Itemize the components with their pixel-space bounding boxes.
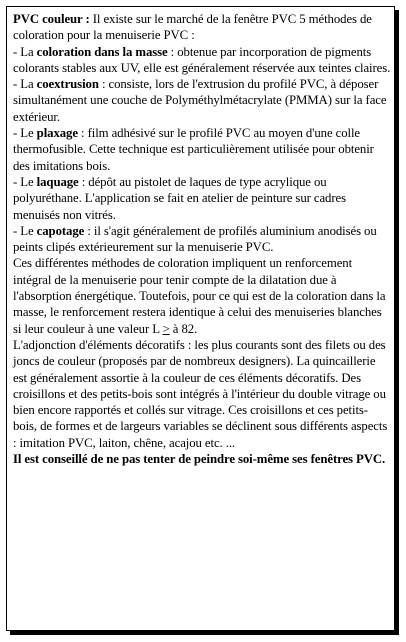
method-term: laquage xyxy=(36,174,79,189)
conclusion-paragraph xyxy=(13,451,391,467)
method-prefix: - La xyxy=(13,44,37,59)
method-description: : dépôt au pistolet de laques de type acrylique ou polyuréthane. L'application se fait en atelier de peinture sur cadres menuisés non vitrés. xyxy=(13,174,346,222)
method-description: : obtenue par incorporation de pigments colorants stables aux UV, elle est généralement réservée aux teintes claires. xyxy=(13,44,391,75)
method-description: : il s'agit généralement de profilés aluminium anodisés ou peints clipés extérieurement sur la menuiserie PVC. xyxy=(13,223,377,255)
intro-text: Il existe sur le marché de la fenêtre PVC 5 méthodes de coloration pour la menuiserie PVC : xyxy=(13,12,372,43)
method-term: capotage xyxy=(36,223,85,238)
text-content xyxy=(13,11,391,467)
text-box xyxy=(6,6,395,631)
method-prefix: - Le xyxy=(13,126,37,141)
dilatation-paragraph xyxy=(13,255,391,336)
intro-paragraph xyxy=(13,11,391,44)
method-term: coextrusion xyxy=(36,77,99,92)
method-prefix: - Le xyxy=(13,223,37,238)
decorative-paragraph: L'adjonction d'éléments décoratifs : les plus courants sont des filets ou des joncs de couleur (proposés par de nombreux designers). La quincaillerie est généralement assortie à la couleur de ces éléments décoratifs. Des croisillons et des petits-bois sont intégrés à l'intérieur du double vitrage ou bien encore rapportés et collés sur vitrage. Ces croisillons et ces petits-bois, de formes et de largeurs variables se déclinent sous différents aspects : imitation PVC, laiton, chêne, acajou etc. ... xyxy=(13,337,388,450)
method-item xyxy=(13,76,391,125)
method-description: : consiste, lors de l'extrusion du profilé PVC, à déposer simultanément une couche de Polyméthylmétacrylate (PMMA) sur la face extérieur. xyxy=(13,77,387,124)
conclusion-text: Il est conseillé de ne pas tenter de peindre soi-même ses fenêtres PVC. xyxy=(13,452,386,467)
greater-equal-symbol: > xyxy=(162,321,170,336)
method-description: : film adhésivé sur le profilé PVC au moyen d'une colle thermofusible. Cette technique est particulièrement utilisée pour obtenir des imitations bois. xyxy=(13,126,374,173)
paragraph-text: Ces différentes méthodes de coloration impliquent un renforcement intégral de la menuiserie pour tenir compte de la dilatation due à l'absorption énergétique. Toutefois, pour ce qui est de la coloration dans la masse, le renforcement restera identique à celui des menuiseries blanches si leur couleur à une valeur L xyxy=(13,256,386,336)
method-prefix: - Le xyxy=(13,174,37,189)
paragraph-text: à 82. xyxy=(169,321,198,336)
method-item xyxy=(13,174,391,223)
method-term: plaxage xyxy=(36,126,78,141)
intro-lead: PVC couleur : xyxy=(13,12,90,26)
method-term: coloration dans la masse xyxy=(36,44,168,59)
method-prefix: - La xyxy=(13,77,37,92)
method-item xyxy=(13,223,391,256)
method-item xyxy=(13,44,391,77)
method-item xyxy=(13,125,391,174)
